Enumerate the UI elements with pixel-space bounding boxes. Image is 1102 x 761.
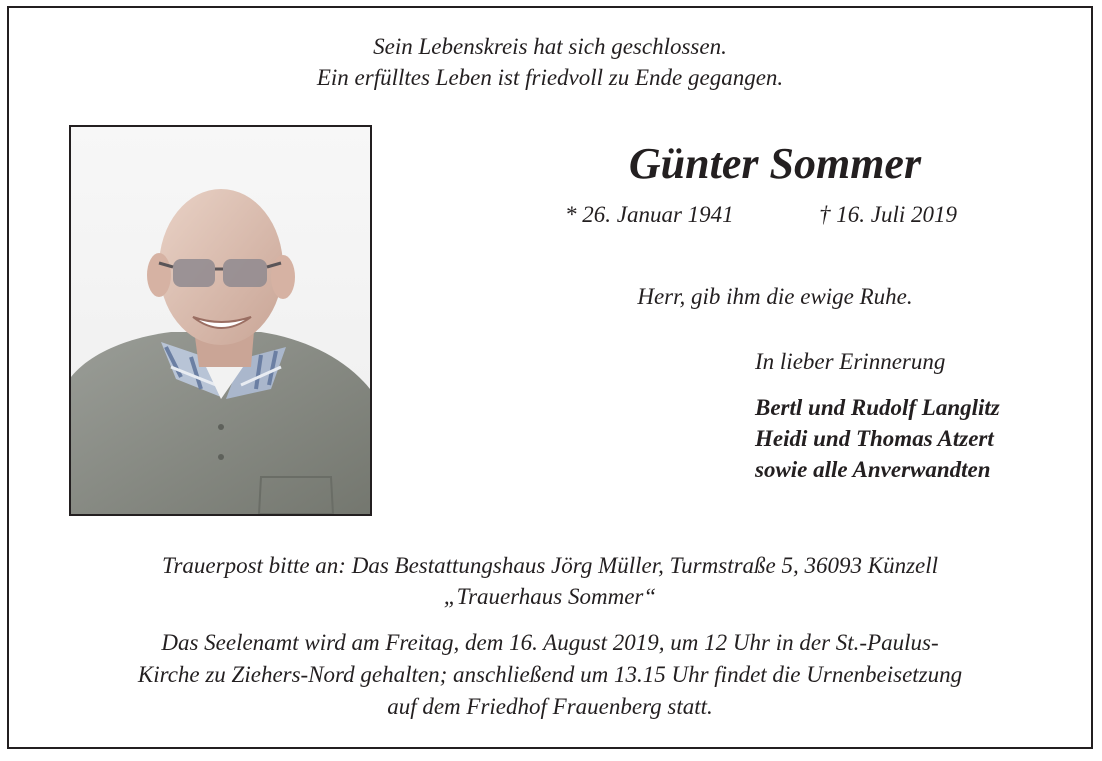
mourner-line-1: Bertl und Rudolf Langlitz [755, 395, 1000, 420]
portrait-photo [69, 125, 372, 516]
service-line-1: Das Seelenamt wird am Freitag, dem 16. August 2019, um 12 Uhr in der St.-Paulus- [161, 630, 939, 655]
mourner-line-2: Heidi und Thomas Atzert [755, 426, 994, 451]
obituary-card [7, 6, 1093, 749]
mourner-line-3: sowie alle Anverwandten [755, 457, 991, 482]
birth-date: * 26. Januar 1941 [565, 202, 734, 227]
death-date: † 16. Juli 2019 [819, 202, 957, 227]
prayer-text: Herr, gib ihm die ewige Ruhe. [637, 284, 913, 309]
motto-line-2: Ein erfülltes Leben ist friedvoll zu Ende gegangen. [316, 65, 784, 90]
deceased-name: Günter Sommer [628, 139, 922, 188]
memory-intro: In lieber Erinnerung [755, 349, 946, 374]
portrait-photo-icon [71, 127, 370, 514]
service-line-2: Kirche zu Ziehers-Nord gehalten; anschließend um 13.15 Uhr findet die Urnenbeisetzung [137, 662, 963, 687]
mail-address-line: Trauerpost bitte an: Das Bestattungshaus Jörg Müller, Turmstraße 5, 36093 Künzell [161, 553, 939, 578]
mail-recipient-line: „Trauerhaus Sommer“ [443, 584, 657, 609]
motto-line-1: Sein Lebenskreis hat sich geschlossen. [373, 34, 727, 59]
service-line-3: auf dem Friedhof Frauenberg statt. [387, 694, 713, 719]
